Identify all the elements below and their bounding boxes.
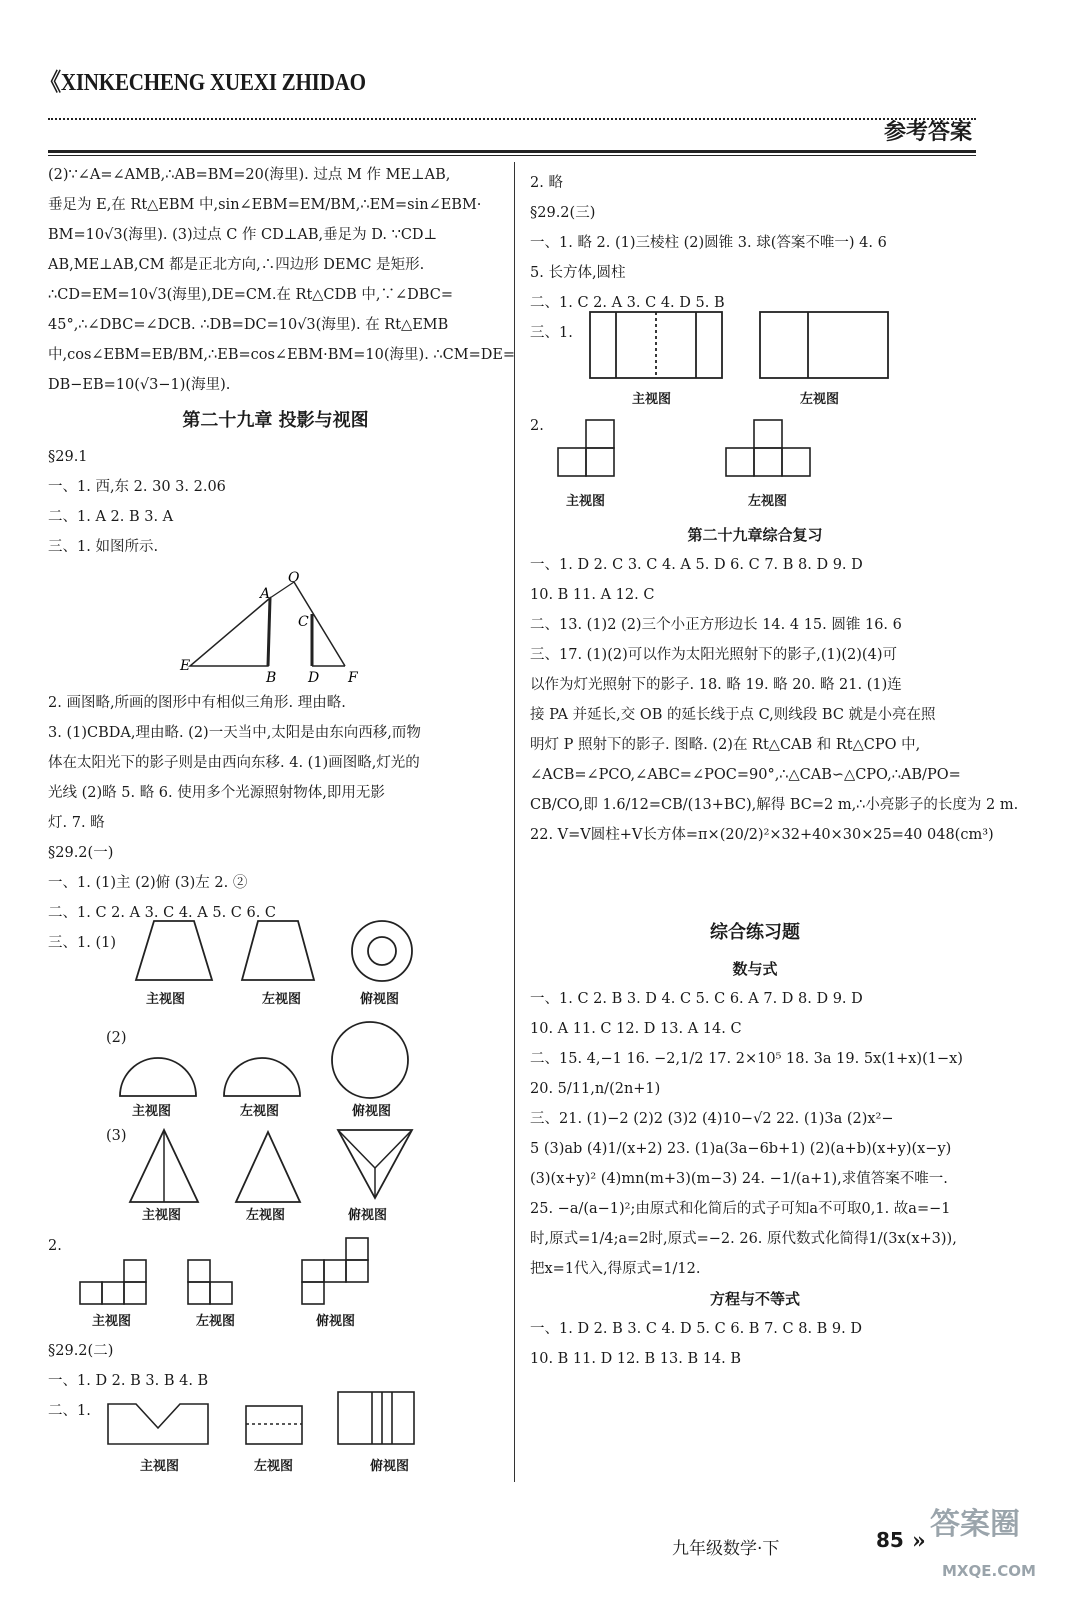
label-D: D bbox=[308, 670, 320, 685]
text-line: 10. B 11. D 12. B 13. B 14. B bbox=[530, 1351, 742, 1367]
text-line: 5 (3)ab (4)1/(x+2) 23. (1)a(3a−6b+1) (2)(a+b)(x+y)(x−y) bbox=[530, 1141, 952, 1157]
text-line: (2)∵∠A=∠AMB,∴AB=BM=20(海里). 过点 M 作 ME⊥AB, bbox=[48, 167, 451, 183]
text-line: 三、21. (1)−2 (2)2 (3)2 (4)10−√2 22. (1)3a (2)x²− bbox=[530, 1111, 894, 1127]
caption-front: 主视图 bbox=[132, 1104, 172, 1119]
section-heading: §29.1 bbox=[48, 449, 88, 465]
caption-front: 主视图 bbox=[566, 494, 606, 509]
text-line: BM=10√3(海里). (3)过点 C 作 CD⊥AB,垂足为 D. ∵CD⊥ bbox=[48, 227, 438, 243]
review-title: 第二十九章综合复习 bbox=[687, 526, 823, 544]
prism-views bbox=[588, 310, 898, 382]
cube-views-right bbox=[556, 418, 886, 478]
brand-title: 《XINKECHENG XUEXI ZHIDAO bbox=[40, 70, 366, 96]
comprehensive-section bbox=[530, 912, 980, 1374]
caption-top: 俯视图 bbox=[360, 992, 400, 1007]
text-line: 45°,∴∠DBC=∠DCB. ∴DB=DC=10√3(海里). 在 Rt△EMB bbox=[48, 317, 449, 333]
views-row-1 bbox=[130, 918, 430, 988]
caption-left: 左视图 bbox=[262, 992, 302, 1007]
caption-left: 左视图 bbox=[748, 494, 788, 509]
views-row-2 bbox=[116, 1020, 416, 1100]
caption-top: 俯视图 bbox=[316, 1314, 356, 1329]
text-line: 一、1. 西,东 2. 30 3. 2.06 bbox=[48, 479, 226, 495]
text-line: 接 PA 并延长,交 OB 的延长线于点 C,则线段 BC 就是小亮在照 bbox=[530, 707, 936, 723]
watermark-url: MXQE.COM bbox=[942, 1562, 1036, 1580]
text-line: 25. −a/(a−1)²;由原式和化简后的式子可知a不可取0,1. 故a=−1 bbox=[530, 1201, 951, 1217]
chevron-icon: » bbox=[912, 1528, 926, 1554]
left-column bbox=[48, 160, 516, 562]
subsection-title: 方程与不等式 bbox=[709, 1290, 800, 1308]
comprehensive-title: 综合练习题 bbox=[710, 922, 800, 943]
text-line: 二、1. bbox=[48, 1403, 91, 1419]
footer-grade: 九年级数学·下 bbox=[672, 1539, 780, 1559]
review-section bbox=[530, 520, 1019, 850]
text-line: 10. A 11. C 12. D 13. A 14. C bbox=[530, 1021, 742, 1037]
text-line: 三、1. (1) bbox=[48, 935, 116, 951]
caption-top: 俯视图 bbox=[348, 1208, 388, 1223]
caption-top: 俯视图 bbox=[352, 1104, 392, 1119]
text-line: 中,cos∠EBM=EB/BM,∴EB=cos∠EBM·BM=10(海里). ∴CM=DE= bbox=[48, 347, 516, 363]
question-2: 2. bbox=[48, 1238, 62, 1254]
text-line: 二、1. C 2. A 3. C 4. A 5. C 6. C bbox=[48, 905, 277, 921]
label-F: F bbox=[348, 670, 358, 685]
text-line: 体在太阳光下的影子则是由西向东移. 4. (1)画图略,灯光的 bbox=[48, 755, 420, 771]
text-line: 二、1. A 2. B 3. A bbox=[48, 509, 174, 525]
caption-top: 俯视图 bbox=[370, 1459, 410, 1474]
caption-left: 左视图 bbox=[240, 1104, 280, 1119]
text-line: 22. V=V圆柱+V长方体=π×(20/2)²×32+40×30×25=40 048(cm³) bbox=[530, 827, 994, 843]
marker-3: (3) bbox=[106, 1128, 127, 1144]
section-heading: §29.2(三) bbox=[530, 205, 596, 221]
text-line: DB−EB=10(√3−1)(海里). bbox=[48, 377, 231, 393]
label-A: A bbox=[260, 586, 271, 602]
text-line: 一、1. 略 2. (1)三棱柱 (2)圆锥 3. 球(答案不唯一) 4. 6 bbox=[530, 235, 887, 251]
text-line: ∠ACB=∠PCO,∠ABC=∠POC=90°,∴△CAB∽△CPO,∴AB/PO= bbox=[530, 767, 961, 783]
text-line: 2. 略 bbox=[530, 175, 563, 191]
views-row-3 bbox=[126, 1126, 426, 1206]
question-2-right: 2. bbox=[530, 418, 544, 434]
caption-front: 主视图 bbox=[140, 1459, 180, 1474]
text-line: 一、1. D 2. B 3. B 4. B bbox=[48, 1373, 209, 1389]
text-line: 20. 5/11,n/(2n+1) bbox=[530, 1081, 661, 1097]
text-line: (3)(x+y)² (4)mn(m+3)(m−3) 24. −1/(a+1),求值答案不唯一. bbox=[530, 1171, 948, 1187]
text-line: CB/CO,即 1.6/12=CB/(13+BC),解得 BC=2 m,∴小亮影子的长度为 2 m. bbox=[530, 797, 1019, 813]
text-line: 二、13. (1)2 (2)三个小正方形边长 14. 4 15. 圆锥 16. 6 bbox=[530, 617, 902, 633]
label-C: C bbox=[298, 614, 309, 630]
text-line: 三、17. (1)(2)可以作为太阳光照射下的影子,(1)(2)(4)可 bbox=[530, 647, 897, 663]
caption-left: 左视图 bbox=[246, 1208, 286, 1223]
text-line: 垂足为 E,在 Rt△EBM 中,sin∠EBM=EM/BM,∴EM=sin∠EBM· bbox=[48, 197, 482, 213]
text-line: 三、1. bbox=[530, 325, 573, 341]
text-line: 把x=1代入,得原式=1/12. bbox=[530, 1261, 701, 1277]
views-row-4 bbox=[106, 1390, 426, 1450]
section-heading: §29.2(一) bbox=[48, 845, 114, 861]
watermark-logo: 答案圈 bbox=[930, 1507, 1020, 1542]
header-rule-thin bbox=[48, 155, 976, 156]
caption-front: 主视图 bbox=[146, 992, 186, 1007]
text-line: AB,ME⊥AB,CM 都是正北方向,∴四边形 DEMC 是矩形. bbox=[48, 257, 425, 273]
label-B: B bbox=[266, 670, 277, 685]
text-line: 5. 长方体,圆柱 bbox=[530, 265, 626, 281]
text-line: 3. (1)CBDA,理由略. (2)一天当中,太阳是由东向西移,而物 bbox=[48, 725, 421, 741]
marker-2: (2) bbox=[106, 1030, 127, 1046]
text-line: 2. 画图略,所画的图形中有相似三角形. 理由略. bbox=[48, 695, 346, 711]
caption-left: 左视图 bbox=[254, 1459, 294, 1474]
text-line: 三、1. 如图所示. bbox=[48, 539, 159, 555]
text-line: 一、1. D 2. B 3. C 4. D 5. C 6. B 7. C 8. B 9. D bbox=[530, 1321, 862, 1337]
section-heading: §29.2(二) bbox=[48, 1343, 114, 1359]
text-line: 一、1. D 2. C 3. C 4. A 5. D 6. C 7. B 8. D 9. D bbox=[530, 557, 863, 573]
text-line: 灯. 7. 略 bbox=[48, 815, 105, 831]
label-E: E bbox=[180, 658, 191, 674]
caption-front: 主视图 bbox=[142, 1208, 182, 1223]
text-line: 明灯 P 照射下的影子. 图略. (2)在 Rt△CAB 和 Rt△CPO 中, bbox=[530, 737, 921, 753]
text-line: 二、1. C 2. A 3. C 4. D 5. B bbox=[530, 295, 725, 311]
cube-views bbox=[78, 1234, 398, 1310]
header-rule bbox=[48, 150, 976, 153]
label-O: O bbox=[288, 570, 300, 586]
text-line: 10. B 11. A 12. C bbox=[530, 587, 655, 603]
caption-front: 主视图 bbox=[92, 1314, 132, 1329]
subsection-title: 数与式 bbox=[732, 960, 778, 978]
text-line: 光线 (2)略 5. 略 6. 使用多个光源照射物体,即用无影 bbox=[48, 785, 385, 801]
header-dotted-rule bbox=[48, 118, 976, 120]
text-line: 二、15. 4,−1 16. −2,1/2 17. 2×10⁵ 18. 3a 19. 5x(1+x)(1−x) bbox=[530, 1051, 963, 1067]
caption-left: 左视图 bbox=[196, 1314, 236, 1329]
text-line: 以作为灯光照射下的影子. 18. 略 19. 略 20. 略 21. (1)连 bbox=[530, 677, 902, 693]
caption-front: 主视图 bbox=[632, 392, 672, 407]
text-line: 一、1. C 2. B 3. D 4. C 5. C 6. A 7. D 8. D 9. D bbox=[530, 991, 863, 1007]
shadow-triangle-figure bbox=[170, 570, 380, 685]
text-line: 时,原式=1/4;a=2时,原式=−2. 26. 原代数式化简得1/(3x(x+3)), bbox=[530, 1231, 957, 1247]
chapter-title: 第二十九章 投影与视图 bbox=[182, 410, 369, 431]
page-number: 85 bbox=[876, 1528, 904, 1552]
answer-label: 参考答案 bbox=[883, 120, 972, 145]
caption-left: 左视图 bbox=[800, 392, 840, 407]
text-line: 一、1. (1)主 (2)俯 (3)左 2. ② bbox=[48, 875, 248, 891]
text-line: ∴CD=EM=10√3(海里),DE=CM.在 Rt△CDB 中,∵∠DBC= bbox=[48, 287, 453, 303]
